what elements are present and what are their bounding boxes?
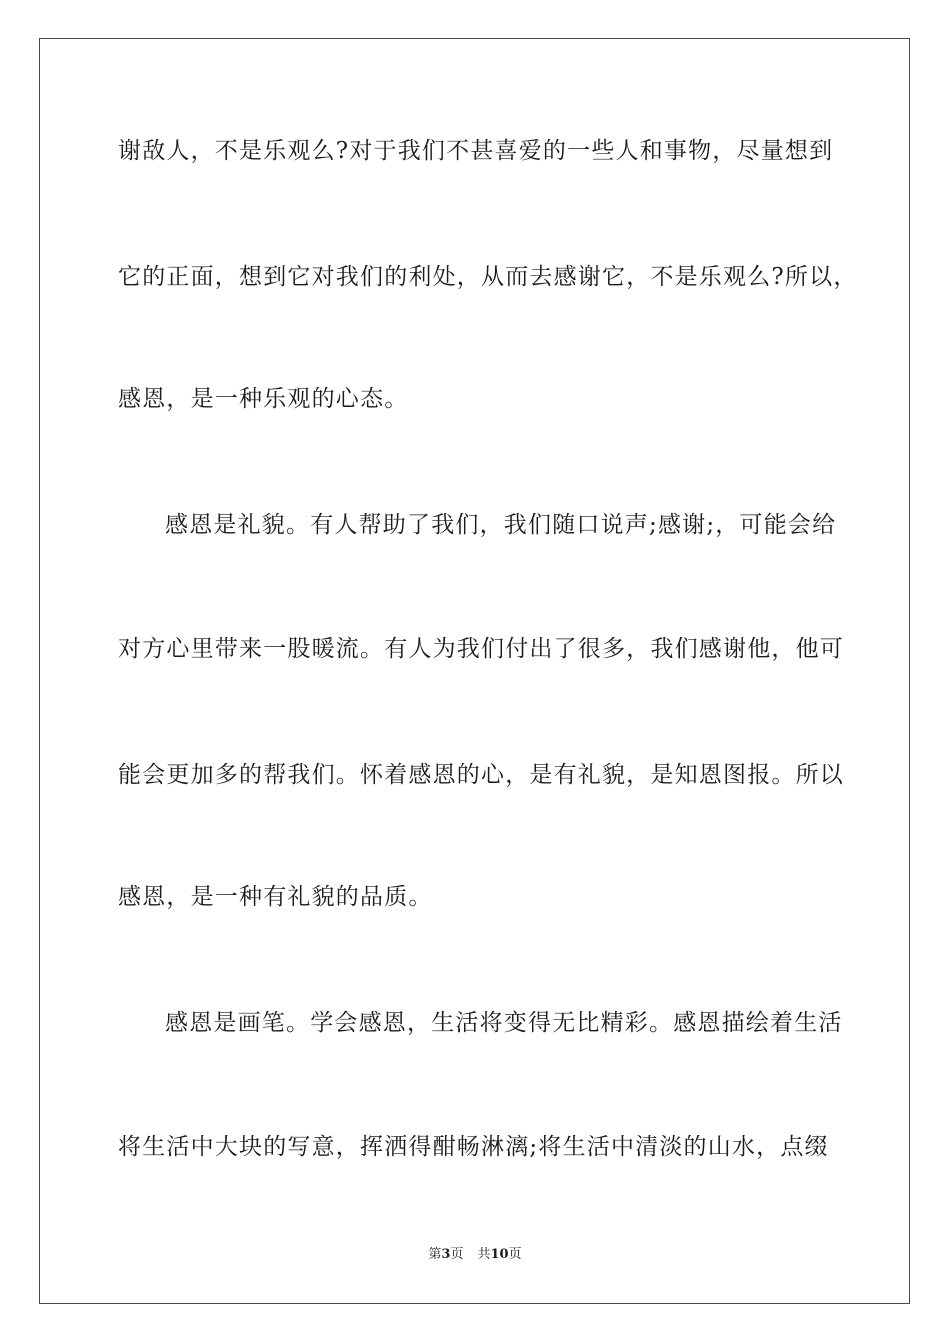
page-border [39, 38, 910, 1304]
page-current: 3 [441, 1247, 451, 1262]
text-line-9: 将生活中大块的写意，挥洒得酣畅淋漓;将生活中清淡的山水，点缀 [118, 1134, 829, 1160]
text-line-7: 感恩，是一种有礼貌的品质。 [118, 884, 433, 910]
text-line-1: 谢敌人，不是乐观么?对于我们不甚喜爱的一些人和事物，尽量想到 [118, 138, 834, 164]
page-footer [0, 1247, 950, 1263]
paragraph-start-courtesy: 感恩是礼貌。有人帮助了我们，我们随口说声;感谢;，可能会给 [165, 512, 837, 538]
text-line-6: 能会更加多的帮我们。怀着感恩的心，是有礼貌，是知恩图报。所以 [118, 762, 844, 788]
page-suffix: 页 [450, 1247, 464, 1262]
page-total: 10 [490, 1247, 509, 1262]
total-prefix: 共 [477, 1247, 491, 1262]
total-suffix: 页 [508, 1247, 522, 1262]
paragraph-start-paintbrush: 感恩是画笔。学会感恩，生活将变得无比精彩。感恩描绘着生活 [165, 1010, 843, 1036]
text-line-3: 感恩，是一种乐观的心态。 [118, 386, 409, 412]
page-prefix: 第 [428, 1247, 442, 1262]
text-line-2: 它的正面，想到它对我们的利处，从而去感谢它，不是乐观么?所以， [118, 264, 858, 290]
text-line-5: 对方心里带来一股暖流。有人为我们付出了很多，我们感谢他，他可 [118, 636, 844, 662]
